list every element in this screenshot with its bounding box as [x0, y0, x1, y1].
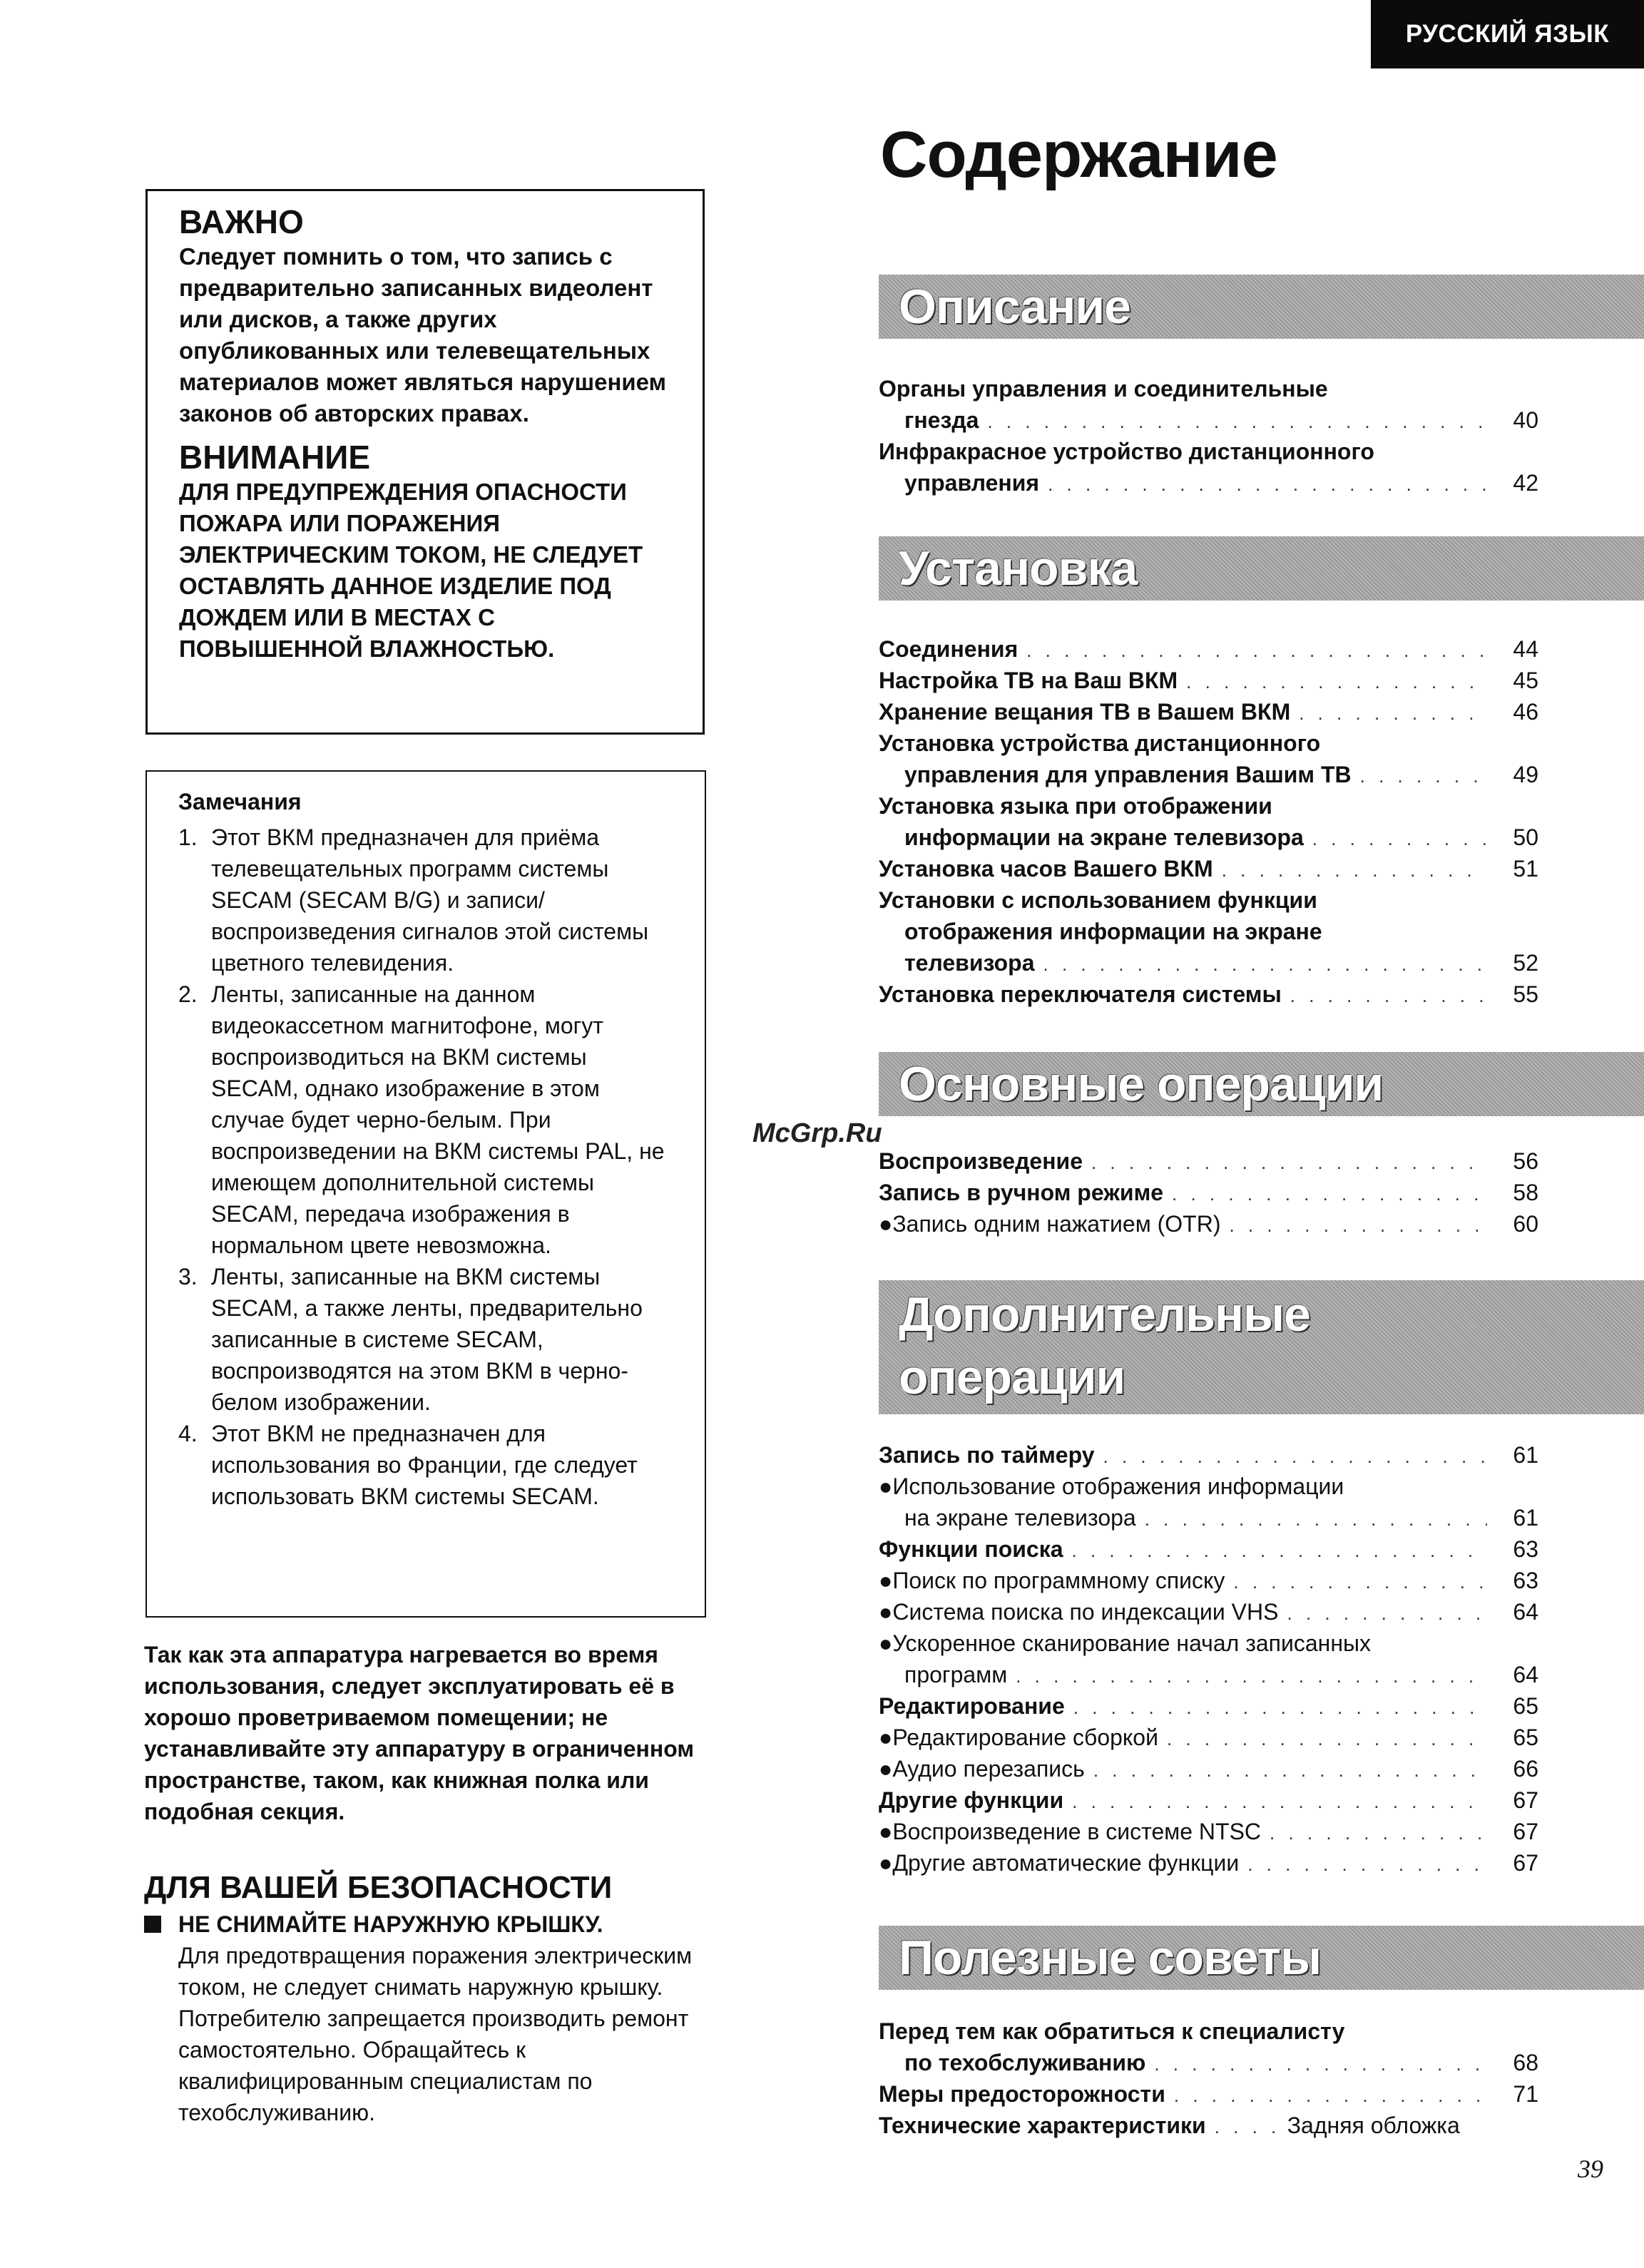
- toc-entry[interactable]: [879, 665, 1538, 696]
- note-number: 3.: [178, 1264, 198, 1289]
- toc-page-number: 55: [1513, 981, 1538, 1007]
- toc-useful-tips: [879, 2016, 1538, 2141]
- safety-text: Для предотвращения поражения электрическим током, не следует снимать наружную крышку. Потребителю запрещается производить ремонт самостоятельно. Обращайтесь к квалифицированным специалистам по техобслуживанию.: [178, 1943, 693, 2125]
- toc-entry[interactable]: [879, 2110, 1538, 2141]
- toc-entry-label: гнезда: [904, 407, 979, 433]
- page-number: 39: [1578, 2155, 1603, 2183]
- toc-entry-label: Настройка ТВ на Ваш ВКМ: [879, 668, 1178, 693]
- toc-entry[interactable]: [879, 1847, 1538, 1879]
- toc-description: [879, 373, 1538, 499]
- section-banner-description: Описание: [879, 275, 1644, 339]
- notes-box: [145, 770, 706, 1618]
- toc-entry[interactable]: [879, 853, 1538, 884]
- toc-entry[interactable]: [879, 759, 1538, 790]
- toc-entry-label: телевизора: [904, 950, 1035, 976]
- leader-dots: [1073, 1692, 1487, 1723]
- leader-dots: [1043, 949, 1487, 980]
- toc-page-number: 71: [1513, 2081, 1538, 2107]
- leader-dots: [1222, 854, 1487, 886]
- toc-entry-label: Установка устройства дистанционного: [879, 730, 1321, 756]
- toc-entry-label: Запись в ручном режиме: [879, 1180, 1164, 1205]
- notes-title: Замечания: [178, 789, 302, 814]
- toc-entry[interactable]: [879, 1565, 1538, 1596]
- toc-entry[interactable]: [879, 790, 1538, 822]
- toc-page-number: 40: [1513, 407, 1538, 433]
- toc-entry-label: ●Другие автоматические функции: [879, 1850, 1240, 1876]
- note-number: 2.: [178, 981, 198, 1007]
- toc-page-number: 64: [1513, 1662, 1538, 1687]
- toc-page-number: 66: [1513, 1756, 1538, 1782]
- warning-text: ДЛЯ ПРЕДУПРЕЖДЕНИЯ ОПАСНОСТИ ПОЖАРА ИЛИ ПОРАЖЕНИЯ ЭЛЕКТРИЧЕСКИМ ТОКОМ, НЕ СЛЕДУЕТ ОСТАВЛЯТЬ ДАННОЕ ИЗДЕЛИЕ ПОД ДОЖДЕМ ИЛИ В МЕСТАХ С ПОВЫШЕННОЙ ВЛАЖНОСТЬЮ.: [179, 479, 643, 662]
- leader-dots: [1026, 635, 1487, 666]
- toc-entry-label: Соединения: [879, 636, 1018, 662]
- toc-page-number: 46: [1513, 699, 1538, 725]
- toc-page-number: 56: [1513, 1148, 1538, 1174]
- toc-entry-label: Другие функции: [879, 1787, 1064, 1813]
- toc-entry-label: по техобслуживанию: [904, 2050, 1146, 2075]
- safety-subtitle: [144, 1909, 603, 1940]
- leader-dots: [1186, 666, 1487, 698]
- toc-entry[interactable]: [879, 1628, 1538, 1659]
- toc-entry-label: ●Ускоренное сканирование начал записанных: [879, 1630, 1372, 1656]
- toc-entry[interactable]: [879, 633, 1538, 665]
- section-banner-setup: Установка: [879, 536, 1644, 601]
- toc-entry[interactable]: [879, 947, 1538, 979]
- toc-page-number: 65: [1513, 1725, 1538, 1750]
- toc-entry-label: Редактирование: [879, 1693, 1065, 1719]
- toc-entry[interactable]: [879, 916, 1538, 947]
- toc-page-number: Задняя обложка: [1287, 2113, 1460, 2138]
- toc-entry-label: Функции поиска: [879, 1536, 1063, 1562]
- toc-entry[interactable]: [879, 1208, 1538, 1240]
- toc-entry[interactable]: [879, 1177, 1538, 1208]
- language-tab: РУССКИЙ ЯЗЫК: [1371, 0, 1644, 68]
- leader-dots: [1270, 1817, 1487, 1849]
- toc-page-number: 60: [1513, 1211, 1538, 1237]
- toc-entry[interactable]: [879, 2078, 1538, 2110]
- toc-entry[interactable]: [879, 1145, 1538, 1177]
- toc-entry-label: Хранение вещания ТВ в Вашем ВКМ: [879, 699, 1291, 725]
- toc-entry-label: Технические характеристики: [879, 2113, 1206, 2138]
- toc-entry-label: ●Использование отображения информации: [879, 1473, 1344, 1499]
- note-number: 1.: [178, 824, 198, 850]
- toc-entry[interactable]: [879, 822, 1538, 853]
- toc-page-number: 49: [1513, 762, 1538, 787]
- leader-dots: [1233, 1566, 1487, 1598]
- leader-dots: [1247, 1849, 1487, 1880]
- toc-entry[interactable]: [879, 1659, 1538, 1690]
- toc-entry[interactable]: [879, 1439, 1538, 1471]
- toc-entry-label: ●Воспроизведение в системе NTSC: [879, 1819, 1262, 1844]
- toc-entry[interactable]: [879, 727, 1538, 759]
- ventilation-warning: Так как эта аппаратура нагревается во время использования, следует эксплуатировать её в хорошо проветриваемом помещении; не устанавливайте эту аппаратуру в ограниченном пространстве, таком, как книжная полка или подобная секция.: [144, 1642, 694, 1824]
- toc-page-number: 58: [1513, 1180, 1538, 1205]
- square-bullet-icon: [144, 1916, 161, 1933]
- toc-entry-label: отображения информации на экране: [904, 919, 1322, 944]
- toc-page-number: 64: [1513, 1599, 1538, 1625]
- note-item: [178, 979, 673, 1261]
- leader-dots: [1215, 2111, 1279, 2142]
- toc-page-number: 51: [1513, 856, 1538, 882]
- toc-page-number: 63: [1513, 1536, 1538, 1562]
- toc-entry-label: Установка языка при отображении: [879, 793, 1272, 819]
- leader-dots: [1093, 1754, 1487, 1786]
- toc-page-number: 65: [1513, 1693, 1538, 1719]
- leader-dots: [1091, 1147, 1487, 1178]
- important-text: Следует помнить о том, что запись с предварительно записанных видеолент или дисков, а также других опубликованных или телевещательных материалов может являться нарушением законов об авторских правах.: [179, 243, 667, 426]
- page-title: Содержание: [880, 118, 1277, 191]
- note-item: [178, 822, 673, 979]
- safety-subtitle-text: НЕ СНИМАЙТЕ НАРУЖНУЮ КРЫШКУ.: [178, 1911, 603, 1937]
- banner-line: Дополнительные: [899, 1287, 1310, 1342]
- toc-entry[interactable]: [879, 1596, 1538, 1628]
- toc-basic-operations: [879, 1145, 1538, 1240]
- toc-page-number: 61: [1513, 1505, 1538, 1531]
- toc-page-number: 67: [1513, 1787, 1538, 1813]
- toc-entry[interactable]: [879, 1784, 1538, 1816]
- toc-entry[interactable]: [879, 404, 1538, 436]
- toc-entry[interactable]: [879, 979, 1538, 1010]
- leader-dots: [1229, 1210, 1487, 1241]
- toc-entry-label: Запись по таймеру: [879, 1442, 1095, 1468]
- toc-entry[interactable]: [879, 1471, 1538, 1502]
- leader-dots: [987, 406, 1487, 437]
- important-notice-box: [145, 189, 705, 735]
- toc-entry[interactable]: [879, 696, 1538, 727]
- safety-title: ДЛЯ ВАШЕЙ БЕЗОПАСНОСТИ: [144, 1870, 613, 1905]
- important-heading: ВАЖНО: [179, 203, 304, 240]
- toc-entry[interactable]: [879, 1753, 1538, 1784]
- watermark: McGrp.Ru: [752, 1118, 882, 1148]
- section-banner-additional-operations: [879, 1280, 1644, 1414]
- leader-dots: [1299, 698, 1487, 729]
- toc-entry[interactable]: [879, 884, 1538, 916]
- toc-entry-label: на экране телевизора: [904, 1505, 1136, 1531]
- toc-page-number: 45: [1513, 668, 1538, 693]
- leader-dots: [1290, 980, 1487, 1011]
- toc-entry-label: ●Редактирование сборкой: [879, 1725, 1158, 1750]
- toc-entry[interactable]: [879, 436, 1538, 467]
- toc-entry-label: Перед тем как обратиться к специалисту: [879, 2018, 1345, 2044]
- toc-entry-label: Инфракрасное устройство дистанционного: [879, 439, 1374, 464]
- toc-entry[interactable]: [879, 1533, 1538, 1565]
- toc-entry-label: Меры предосторожности: [879, 2081, 1165, 2107]
- toc-entry-label: управления для управления Вашим ТВ: [904, 762, 1352, 787]
- note-item: [178, 1261, 673, 1418]
- toc-entry[interactable]: [879, 1816, 1538, 1847]
- leader-dots: [1016, 1660, 1487, 1692]
- toc-page-number: 68: [1513, 2050, 1538, 2075]
- note-text: Этот ВКМ предназначен для приёма телевещательных программ системы SECAM (SECAM B/G) и записи/воспроизведения сигналов этой системы цветного телевидения.: [211, 824, 649, 976]
- toc-additional-operations: [879, 1439, 1538, 1879]
- note-text: Ленты, записанные на данном видеокассетном магнитофоне, могут воспроизводиться на ВКМ системы SECAM, однако изображение в этом случае будет черно-белым. При воспроизведении на ВКМ системы PAL, не имеющем дополнительной системы SECAM, передача изображения в нормальном цвете невозможна.: [211, 981, 665, 1258]
- toc-entry-label: Установки с использованием функции: [879, 887, 1317, 913]
- note-item: [178, 1418, 673, 1512]
- leader-dots: [1048, 469, 1487, 500]
- toc-entry-label: ●Аудио перезапись: [879, 1756, 1085, 1782]
- section-banner-basic-operations: Основные операции: [879, 1052, 1644, 1116]
- section-banner-useful-tips: Полезные советы: [879, 1926, 1644, 1990]
- leader-dots: [1103, 1441, 1488, 1472]
- toc-page-number: 63: [1513, 1568, 1538, 1593]
- toc-page-number: 42: [1513, 470, 1538, 496]
- toc-page-number: 67: [1513, 1850, 1538, 1876]
- toc-page-number: 52: [1513, 950, 1538, 976]
- toc-entry-label: ●Запись одним нажатием (OTR): [879, 1211, 1221, 1237]
- toc-page-number: 44: [1513, 636, 1538, 662]
- leader-dots: [1360, 760, 1487, 792]
- leader-dots: [1172, 1178, 1487, 1210]
- leader-dots: [1072, 1535, 1487, 1566]
- toc-entry-label: программ: [904, 1662, 1008, 1687]
- toc-entry-label: Органы управления и соединительные: [879, 376, 1328, 402]
- toc-entry-label: информации на экране телевизора: [904, 824, 1304, 850]
- toc-page-number: 50: [1513, 824, 1538, 850]
- leader-dots: [1174, 2080, 1487, 2111]
- toc-setup: [879, 633, 1538, 1010]
- toc-entry-label: Установка переключателя системы: [879, 981, 1282, 1007]
- toc-entry-label: Установка часов Вашего ВКМ: [879, 856, 1213, 882]
- banner-line: операции: [899, 1350, 1125, 1404]
- warning-heading: ВНИМАНИЕ: [179, 439, 371, 476]
- toc-page-number: 61: [1513, 1442, 1538, 1468]
- toc-entry[interactable]: [879, 1690, 1538, 1722]
- toc-entry[interactable]: [879, 373, 1538, 404]
- note-text: Этот ВКМ не предназначен для использования во Франции, где следует использовать ВКМ системы SECAM.: [211, 1421, 638, 1509]
- leader-dots: [1145, 1503, 1487, 1535]
- toc-entry-label: управления: [904, 470, 1040, 496]
- toc-entry[interactable]: [879, 2047, 1538, 2078]
- leader-dots: [1287, 1598, 1487, 1629]
- toc-entry-label: Воспроизведение: [879, 1148, 1083, 1174]
- leader-dots: [1312, 823, 1487, 854]
- note-number: 4.: [178, 1421, 198, 1446]
- toc-entry-label: ●Поиск по программному списку: [879, 1568, 1225, 1593]
- leader-dots: [1167, 1723, 1487, 1754]
- leader-dots: [1072, 1786, 1487, 1817]
- toc-entry[interactable]: [879, 1502, 1538, 1533]
- notes-list: [178, 822, 673, 1512]
- leader-dots: [1154, 2048, 1487, 2080]
- note-text: Ленты, записанные на ВКМ системы SECAM, а также ленты, предварительно записанные в системе SECAM, воспроизводятся на этом ВКМ в черно-белом изображении.: [211, 1264, 643, 1415]
- toc-entry[interactable]: [879, 467, 1538, 499]
- toc-page-number: 67: [1513, 1819, 1538, 1844]
- toc-entry[interactable]: [879, 2016, 1538, 2047]
- toc-entry[interactable]: [879, 1722, 1538, 1753]
- toc-entry-label: ●Система поиска по индексации VHS: [879, 1599, 1279, 1625]
